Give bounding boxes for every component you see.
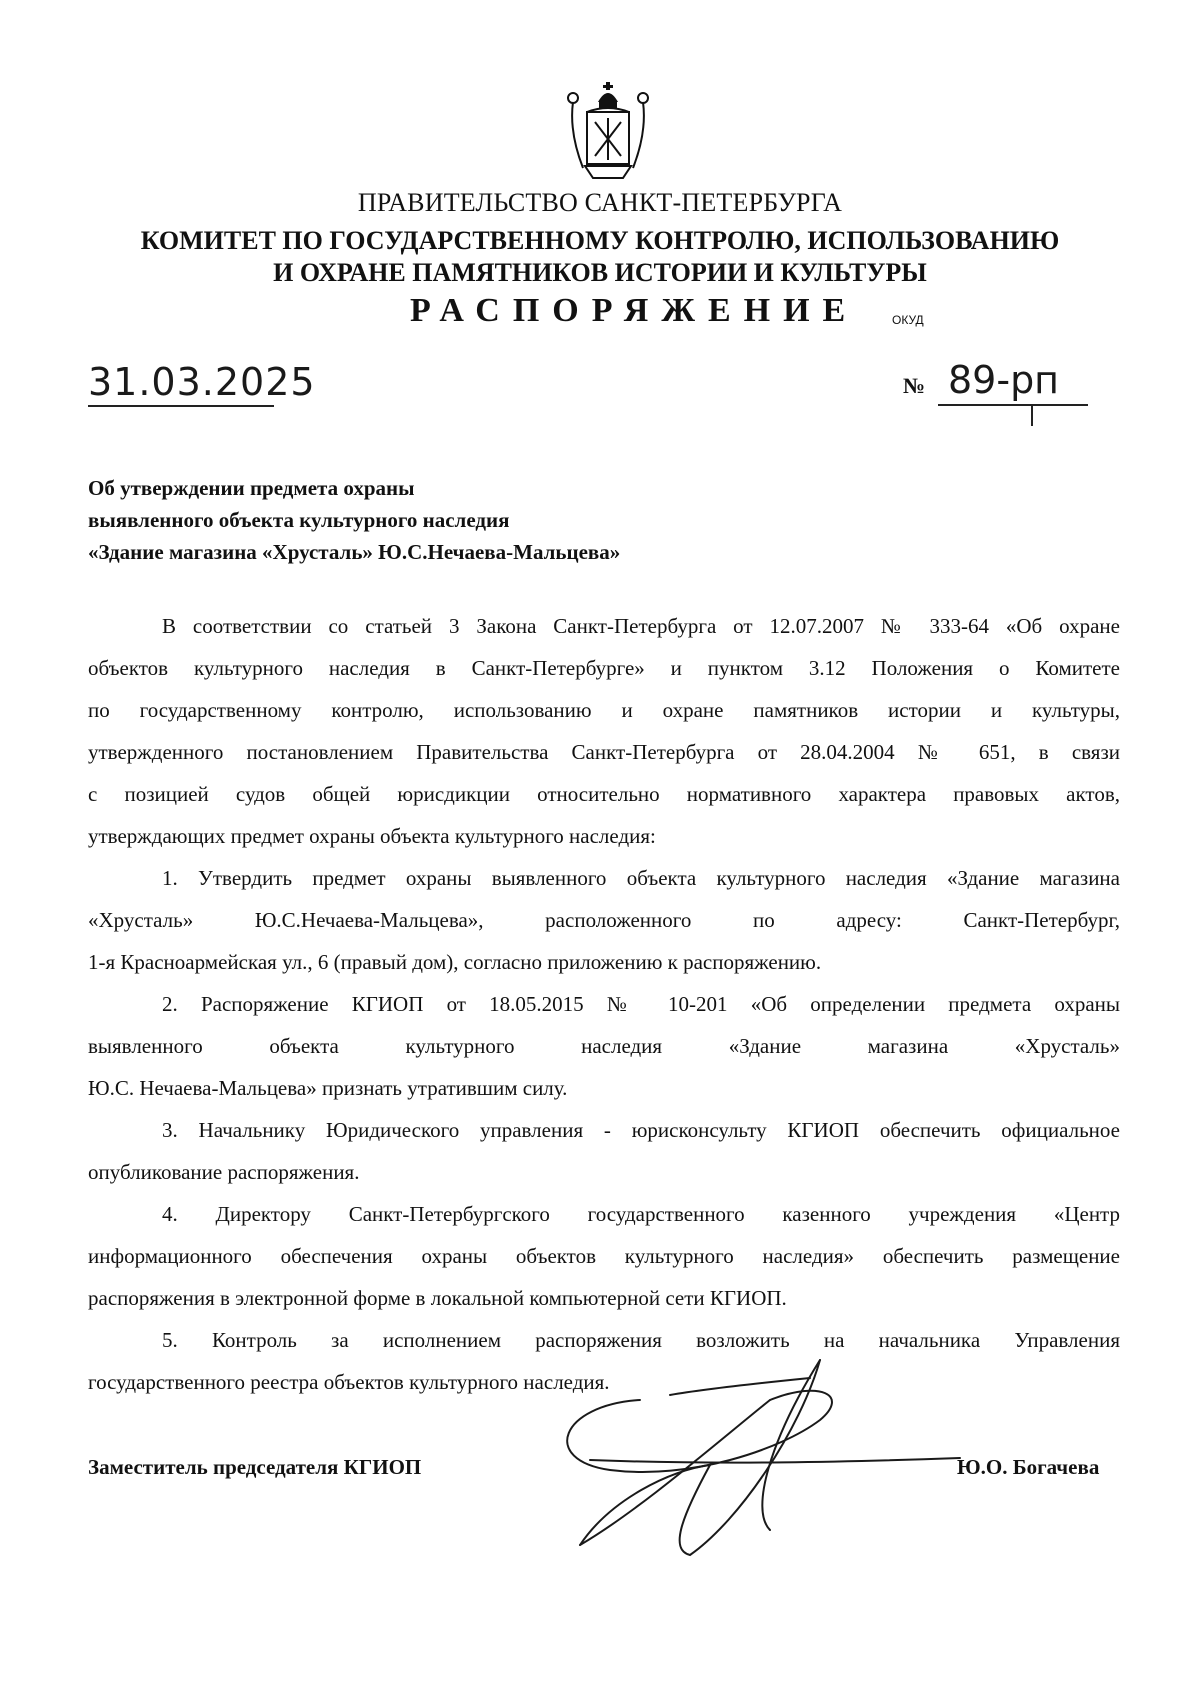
clause-3-line: опубликование распоряжения. (88, 1160, 360, 1184)
preamble-line: с позицией судов общей юрисдикции относительно нормативного характера правовых актов, (88, 782, 1120, 806)
document-date: 31.03.2025 (88, 360, 316, 404)
preamble-line: по государственному контролю, использованию и охране памятников истории и культуры, (88, 698, 1120, 722)
number-sign: № (903, 373, 926, 398)
clause-5-line: 5. Контроль за исполнением распоряжения возложить на начальника Управления (162, 1328, 1120, 1352)
preamble-line: объектов культурного наследия в Санкт-Петербурге» и пунктом 3.12 Положения о Комитете (88, 656, 1120, 680)
signer-title: Заместитель председателя КГИОП (88, 1455, 422, 1479)
committee-name-line-1: КОМИТЕТ ПО ГОСУДАРСТВЕННОМУ КОНТРОЛЮ, ИСПОЛЬЗОВАНИЮ (140, 226, 1060, 255)
clause-1-line: 1. Утвердить предмет охраны выявленного объекта культурного наследия «Здание магазина (162, 866, 1120, 890)
clause-4-line: распоряжения в электронной форме в локальной компьютерной сети КГИОП. (88, 1286, 787, 1310)
number-tick-mark (1031, 404, 1033, 426)
clause-1-line: 1-я Красноармейская ул., 6 (правый дом), согласно приложению к распоряжению. (88, 950, 822, 974)
government-name: ПРАВИТЕЛЬСТВО САНКТ-ПЕТЕРБУРГА (357, 188, 843, 217)
clause-3-line: 3. Начальнику Юридического управления - юрисконсульту КГИОП обеспечить официальное (162, 1118, 1120, 1142)
clause-2-line: выявленного объекта культурного наследия «Здание магазина «Хрусталь» (88, 1034, 1120, 1058)
clause-5-line: государственного реестра объектов культурного наследия. (88, 1370, 610, 1394)
document-type-title: РАСПОРЯЖЕНИЕ (410, 292, 859, 329)
coat-of-arms-emblem (563, 82, 653, 184)
subject-line: выявленного объекта культурного наследия (88, 508, 510, 532)
clause-2-line: Ю.С. Нечаева-Мальцева» признать утратившим силу. (88, 1076, 568, 1100)
subject-line: «Здание магазина «Хрусталь» Ю.С.Нечаева-Мальцева» (88, 540, 621, 564)
document-number: 89-рп (948, 358, 1060, 402)
clause-4-line: 4. Директору Санкт-Петербургского государственного казенного учреждения «Центр (162, 1202, 1120, 1226)
number-underline (938, 404, 1088, 406)
clause-1-line: «Хрусталь» Ю.С.Нечаева-Мальцева», расположенного по адресу: Санкт-Петербург, (88, 908, 1120, 932)
preamble-line: В соответствии со статьей 3 Закона Санкт-Петербурга от 12.07.2007 № 333-64 «Об охране (162, 614, 1120, 638)
preamble-line: утверждающих предмет охраны объекта культурного наследия: (88, 824, 656, 848)
clause-2-line: 2. Распоряжение КГИОП от 18.05.2015 № 10-201 «Об определении предмета охраны (162, 992, 1120, 1016)
clause-4-line: информационного обеспечения охраны объектов культурного наследия» обеспечить размещение (88, 1244, 1120, 1268)
handwritten-signature (520, 1320, 1000, 1570)
okud-label: ОКУД (892, 313, 924, 327)
date-underline (88, 405, 274, 407)
preamble-line: утвержденного постановлением Правительства Санкт-Петербурга от 28.04.2004 № 651, в связи (88, 740, 1120, 764)
signer-name: Ю.О. Богачева (957, 1455, 1100, 1479)
committee-name-line-2: И ОХРАНЕ ПАМЯТНИКОВ ИСТОРИИ И КУЛЬТУРЫ (273, 258, 927, 287)
subject-line: Об утверждении предмета охраны (88, 476, 415, 500)
